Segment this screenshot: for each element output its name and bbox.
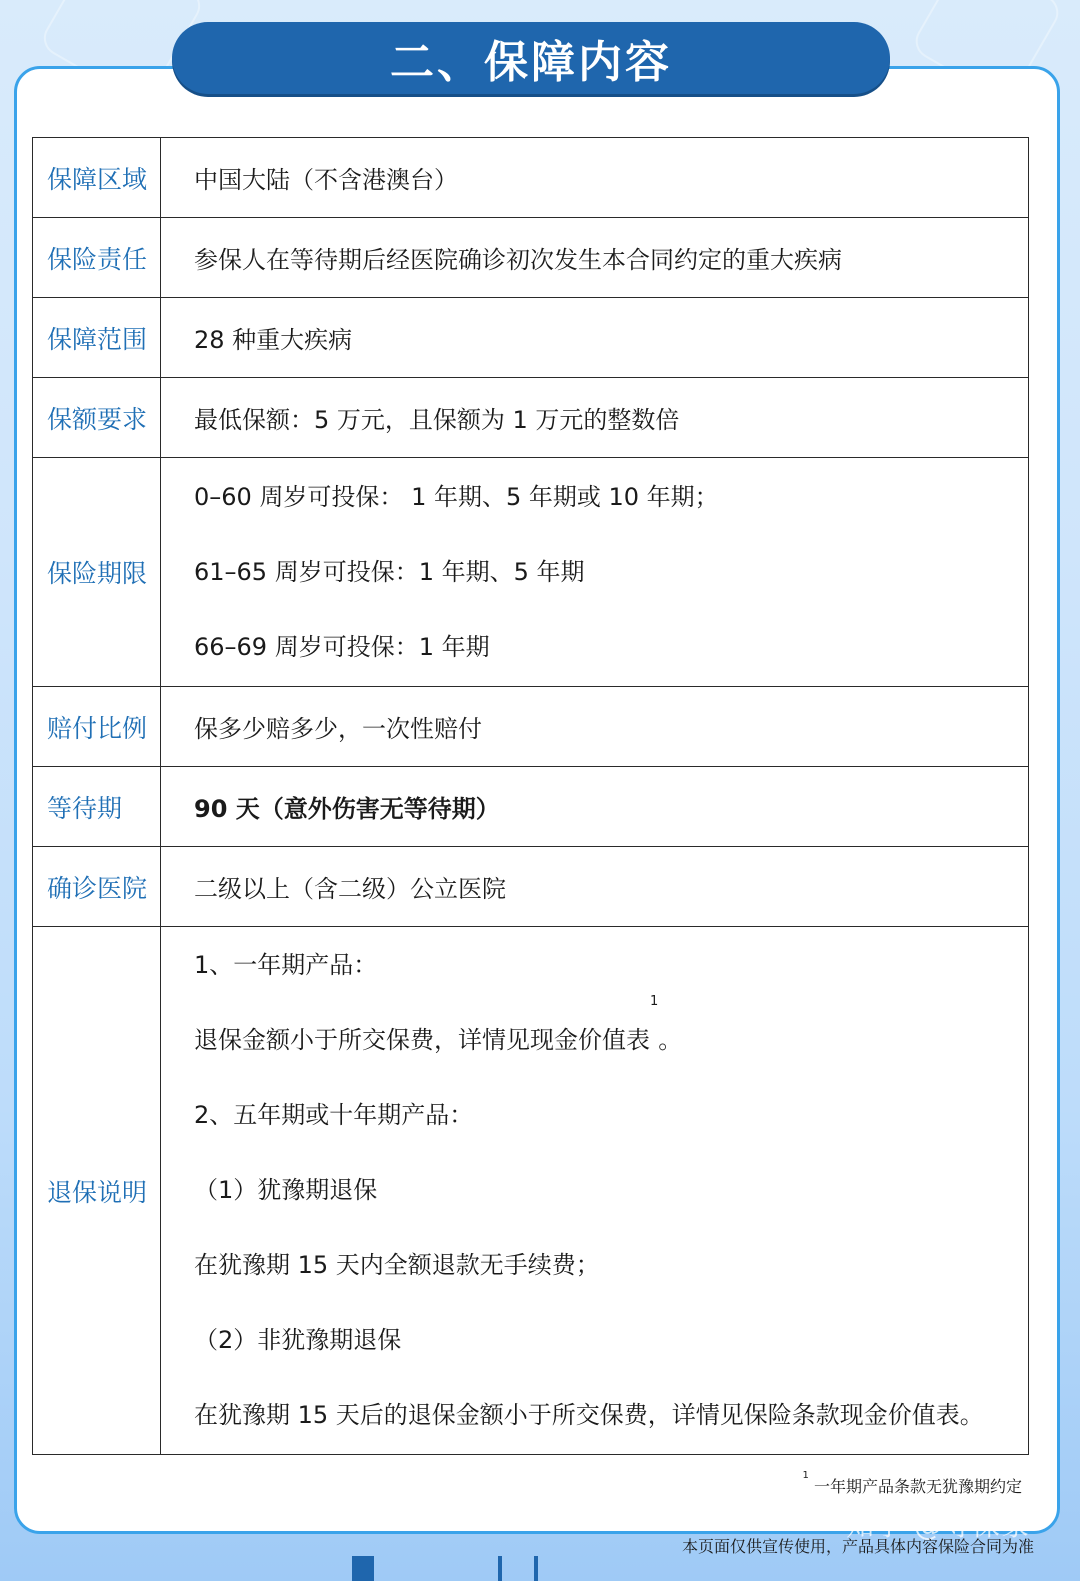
footnote [802,1470,1022,1497]
footnote-marker: 1 [802,1470,809,1481]
table-row [33,378,1029,458]
value-line: 66–69 周岁可投保：1 年期 [194,632,490,661]
section-title: 二、保障内容 [390,37,672,88]
watermark: 知乎 @寻保家 [846,1509,1030,1542]
value-line: 1、一年期产品： [194,951,378,979]
footnote-marker: 1 [650,994,659,1009]
row-label: 保险期限 [33,458,161,687]
row-value: 90 天（意外伤害无等待期） [161,767,1029,847]
value-line: （2）非犹豫期退保 [194,1326,402,1354]
row-value: 中国大陆（不含港澳台） [161,138,1029,218]
row-value: 保多少赔多少，一次性赔付 [161,687,1029,767]
table-row [33,298,1029,378]
footnote-text: 一年期产品条款无犹豫期约定 [813,1477,1022,1496]
bottom-decoration [534,1556,538,1581]
row-label: 保障区域 [33,138,161,218]
table-row [33,687,1029,767]
row-value: 最低保额：5 万元，且保额为 1 万元的整数倍 [161,378,1029,458]
row-label: 赔付比例 [33,687,161,767]
bottom-decoration [498,1556,502,1581]
value-line: （1）犹豫期退保 [194,1176,378,1204]
row-value [161,458,1029,687]
row-value: 28 种重大疾病 [161,298,1029,378]
row-label: 等待期 [33,767,161,847]
table-row [33,927,1029,1455]
row-value: 二级以上（含二级）公立医院 [161,847,1029,927]
section-title-banner [172,22,890,94]
row-label: 确诊医院 [33,847,161,927]
table-row [33,138,1029,218]
disclaimer-text: 本页面仅供宣传使用，产品具体内容保险合同为准 [681,1537,1034,1556]
value-line: 61–65 周岁可投保：1 年期、5 年期 [194,557,585,586]
table-row [33,218,1029,298]
row-label: 退保说明 [33,927,161,1455]
value-line: 在犹豫期 15 天内全额退款无手续费； [194,1251,600,1279]
value-line: 退保金额小于所交保费，详情见现金价值表$^1$。 [194,994,683,1054]
row-label: 保险责任 [33,218,161,298]
value-line: 在犹豫期 15 天后的退保金额小于所交保费，详情见保险条款现金价值表。 [194,1401,984,1429]
row-label: 保额要求 [33,378,161,458]
bottom-decoration [352,1556,374,1581]
value-line: 0–60 周岁可投保： 1 年期、5 年期或 10 年期； [194,482,719,511]
coverage-table [32,137,1029,1455]
table-row [33,458,1029,687]
row-label: 保障范围 [33,298,161,378]
value-line: 2、五年期或十年期产品： [194,1101,474,1129]
row-value [161,927,1029,1455]
row-value: 参保人在等待期后经医院确诊初次发生本合同约定的重大疾病 [161,218,1029,298]
table-row [33,767,1029,847]
table-row [33,847,1029,927]
